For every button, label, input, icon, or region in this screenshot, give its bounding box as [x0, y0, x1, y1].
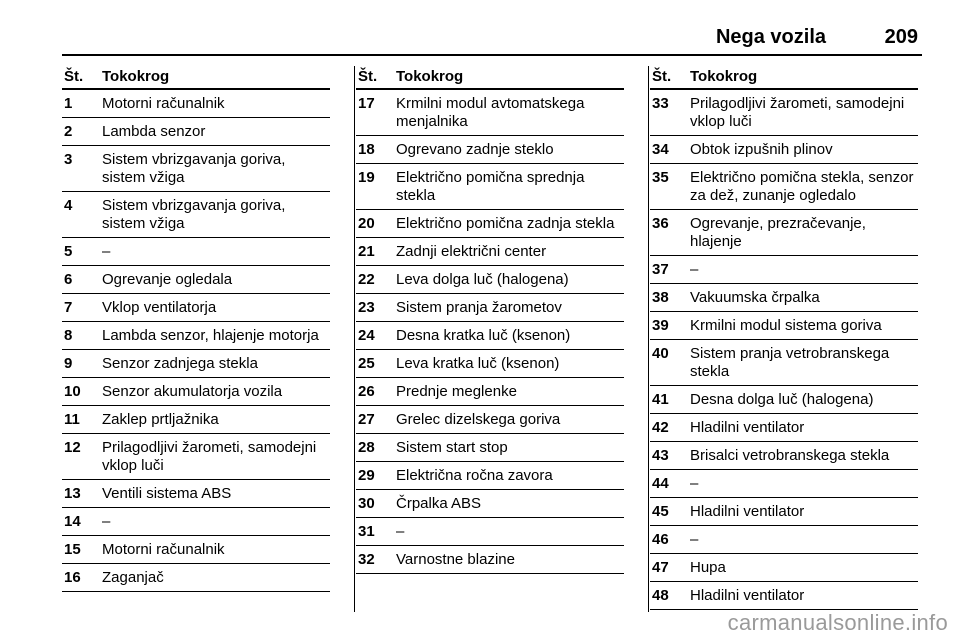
circuit-name: – — [690, 531, 699, 548]
fuse-number: 46 — [652, 531, 669, 548]
fuse-number: 23 — [358, 299, 375, 316]
header-number: Št. — [64, 68, 84, 85]
table-row — [62, 118, 330, 146]
header-number: Št. — [358, 68, 378, 85]
fuse-number: 43 — [652, 447, 669, 464]
circuit-name: – — [396, 523, 405, 540]
circuit-name: – — [102, 243, 111, 260]
fuse-number: 29 — [358, 467, 375, 484]
circuit-name: Lambda senzor — [102, 123, 206, 140]
fuse-number: 14 — [64, 513, 81, 530]
table-rows — [650, 90, 918, 610]
table-row — [650, 210, 918, 256]
fuse-number: 47 — [652, 559, 669, 576]
circuit-name: – — [690, 475, 699, 492]
circuit-name: Hladilni ventilator — [690, 503, 805, 520]
fuse-number: 36 — [652, 215, 669, 232]
column-divider — [648, 66, 649, 612]
circuit-name: Varnostne blazine — [396, 551, 515, 568]
circuit-name: Ventili sistema ABS — [102, 485, 232, 502]
circuit-name: Desna dolga luč (halogena) — [690, 391, 874, 408]
fuse-number: 4 — [64, 197, 73, 214]
table-row — [356, 378, 624, 406]
table-row — [62, 434, 330, 480]
table-row — [62, 146, 330, 192]
circuit-name: Grelec dizelskega goriva — [396, 411, 561, 428]
circuit-name: Črpalka ABS — [396, 495, 482, 512]
table-row — [356, 238, 624, 266]
table-row — [356, 406, 624, 434]
circuit-name: Krmilni modul avtomatskega menjalnika — [396, 95, 585, 130]
table-row — [650, 582, 918, 610]
fuse-number: 30 — [358, 495, 375, 512]
circuit-name: Vakuumska črpalka — [690, 289, 820, 306]
table-row — [650, 312, 918, 340]
table-row — [62, 294, 330, 322]
table-row — [62, 564, 330, 592]
circuit-name: Krmilni modul sistema goriva — [690, 317, 882, 334]
circuit-name: Hladilni ventilator — [690, 587, 805, 604]
circuit-name: Ogrevanje ogledala — [102, 271, 233, 288]
table-row — [650, 414, 918, 442]
table-row — [62, 480, 330, 508]
fuse-number: 34 — [652, 141, 669, 158]
circuit-name: Prilagodljivi žarometi, samodejni vklop luči — [102, 439, 317, 474]
table-row — [650, 386, 918, 414]
fuse-number: 2 — [64, 123, 73, 140]
table-row — [356, 546, 624, 574]
circuit-name: – — [102, 513, 111, 530]
fuse-number: 19 — [358, 169, 375, 186]
fuse-number: 15 — [64, 541, 81, 558]
fuse-table-column-2 — [356, 66, 624, 574]
table-row — [356, 462, 624, 490]
circuit-name: Sistem start stop — [396, 439, 508, 456]
table-row — [62, 350, 330, 378]
table-row — [62, 192, 330, 238]
fuse-number: 21 — [358, 243, 375, 260]
table-row — [356, 210, 624, 238]
fuse-number: 7 — [64, 299, 73, 316]
table-row — [62, 378, 330, 406]
table-row — [650, 284, 918, 312]
table-row — [62, 266, 330, 294]
table-row — [62, 322, 330, 350]
fuse-number: 18 — [358, 141, 375, 158]
fuse-number: 10 — [64, 383, 81, 400]
circuit-name: Brisalci vetrobranskega stekla — [690, 447, 890, 464]
fuse-number: 25 — [358, 355, 375, 372]
circuit-name: Hladilni ventilator — [690, 419, 805, 436]
page-number: 209 — [884, 26, 918, 48]
fuse-number: 8 — [64, 327, 73, 344]
table-row — [650, 136, 918, 164]
column-header — [650, 66, 918, 90]
fuse-number: 3 — [64, 151, 73, 168]
table-row — [650, 340, 918, 386]
circuit-name: Senzor akumulatorja vozila — [102, 383, 283, 400]
fuse-number: 32 — [358, 551, 375, 568]
table-row — [62, 508, 330, 536]
table-row — [356, 490, 624, 518]
fuse-number: 5 — [64, 243, 73, 260]
chapter-title: Nega vozila — [715, 26, 826, 48]
table-row — [650, 256, 918, 284]
table-row — [650, 554, 918, 582]
fuse-number: 33 — [652, 95, 669, 112]
fuse-number: 27 — [358, 411, 375, 428]
fuse-number: 11 — [64, 411, 80, 428]
table-rows — [356, 90, 624, 574]
fuse-number: 20 — [358, 215, 375, 232]
table-row — [650, 90, 918, 136]
circuit-name: Vklop ventilatorja — [102, 299, 217, 316]
circuit-name: Motorni računalnik — [102, 95, 225, 112]
circuit-name: Desna kratka luč (ksenon) — [396, 327, 571, 344]
circuit-name: Senzor zadnjega stekla — [102, 355, 258, 372]
fuse-number: 24 — [358, 327, 375, 344]
circuit-name: Zaganjač — [102, 569, 164, 586]
table-row — [356, 266, 624, 294]
column-divider — [354, 66, 355, 612]
fuse-number: 42 — [652, 419, 669, 436]
fuse-table-column-3 — [650, 66, 918, 610]
table-row — [650, 526, 918, 554]
table-row — [650, 442, 918, 470]
header-circuit: Tokokrog — [396, 68, 464, 85]
table-row — [356, 350, 624, 378]
fuse-number: 44 — [652, 475, 669, 492]
circuit-name: Električno pomična stekla, senzor za dež, zunanje ogledalo — [690, 169, 914, 204]
table-row — [356, 518, 624, 546]
fuse-number: 28 — [358, 439, 375, 456]
fuse-number: 35 — [652, 169, 669, 186]
fuse-number: 6 — [64, 271, 73, 288]
table-row — [356, 136, 624, 164]
fuse-number: 22 — [358, 271, 375, 288]
circuit-name: Električno pomična sprednja stekla — [396, 169, 585, 204]
fuse-number: 41 — [652, 391, 669, 408]
column-header — [62, 66, 330, 90]
circuit-name: Prednje meglenke — [396, 383, 517, 400]
table-row — [650, 498, 918, 526]
fuse-number: 1 — [64, 95, 73, 112]
table-row — [356, 434, 624, 462]
fuse-number: 12 — [64, 439, 81, 456]
circuit-name: Sistem vbrizgavanja goriva, sistem vžiga — [102, 151, 286, 186]
circuit-name: Lambda senzor, hlajenje motorja — [102, 327, 319, 344]
table-row — [62, 90, 330, 118]
watermark: carmanualsonline.info — [727, 610, 948, 635]
table-row — [650, 164, 918, 210]
fuse-number: 45 — [652, 503, 669, 520]
circuit-name: Sistem pranja vetrobranskega stekla — [690, 345, 890, 380]
circuit-name: Električna ročna zavora — [396, 467, 553, 484]
circuit-name: Sistem pranja žarometov — [396, 299, 562, 316]
fuse-number: 17 — [358, 95, 375, 112]
table-row — [650, 470, 918, 498]
circuit-name: Leva kratka luč (ksenon) — [396, 355, 560, 372]
table-row — [356, 90, 624, 136]
header-circuit: Tokokrog — [690, 68, 758, 85]
table-row — [356, 294, 624, 322]
header-number: Št. — [652, 68, 672, 85]
circuit-name: Sistem vbrizgavanja goriva, sistem vžiga — [102, 197, 286, 232]
fuse-number: 13 — [64, 485, 81, 502]
circuit-name: Zadnji električni center — [396, 243, 547, 260]
table-row — [62, 238, 330, 266]
circuit-name: Obtok izpušnih plinov — [690, 141, 833, 158]
fuse-table-column-1 — [62, 66, 330, 592]
circuit-name: Ogrevanje, prezračevanje, hlajenje — [690, 215, 866, 250]
header-circuit: Tokokrog — [102, 68, 170, 85]
fuse-number: 16 — [64, 569, 81, 586]
fuse-number: 26 — [358, 383, 375, 400]
fuse-number: 38 — [652, 289, 669, 306]
table-row — [62, 536, 330, 564]
fuse-number: 48 — [652, 587, 669, 604]
circuit-name: Hupa — [690, 559, 726, 576]
circuit-name: Električno pomična zadnja stekla — [396, 215, 615, 232]
table-rows — [62, 90, 330, 592]
table-row — [356, 322, 624, 350]
circuit-name: Ogrevano zadnje steklo — [396, 141, 554, 158]
fuse-number: 37 — [652, 261, 669, 278]
page-header — [62, 26, 922, 56]
circuit-name: Motorni računalnik — [102, 541, 225, 558]
fuse-number: 31 — [358, 523, 375, 540]
column-header — [356, 66, 624, 90]
circuit-name: Prilagodljivi žarometi, samodejni vklop luči — [690, 95, 905, 130]
circuit-name: – — [690, 261, 699, 278]
circuit-name: Zaklep prtljažnika — [102, 411, 219, 428]
table-row — [62, 406, 330, 434]
table-row — [356, 164, 624, 210]
circuit-name: Leva dolga luč (halogena) — [396, 271, 569, 288]
fuse-number: 39 — [652, 317, 669, 334]
fuse-number: 40 — [652, 345, 669, 362]
fuse-number: 9 — [64, 355, 73, 372]
